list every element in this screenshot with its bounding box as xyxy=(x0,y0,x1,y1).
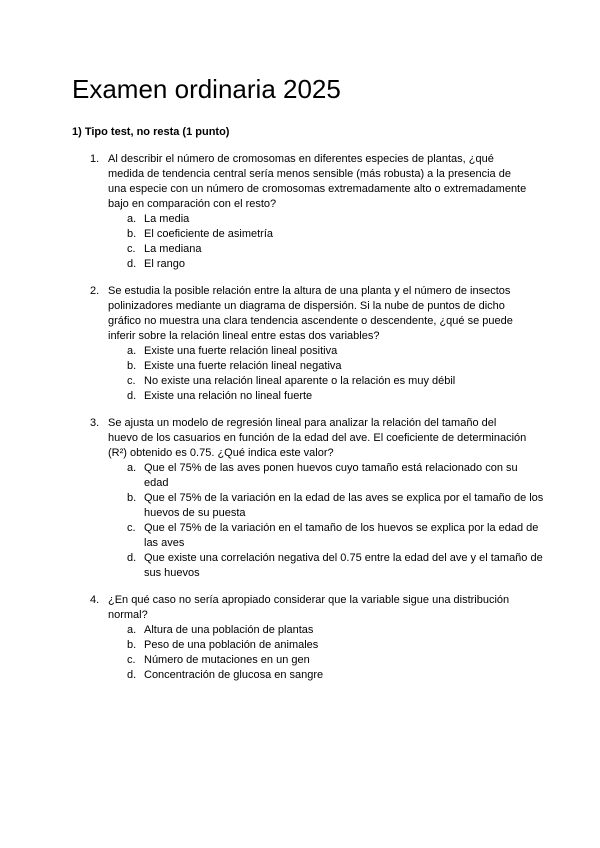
option-letter: b. xyxy=(127,492,137,504)
option-text: Que el 75% de las aves ponen huevos cuyo tamaño está relacionado con su edad xyxy=(144,462,518,489)
option-d xyxy=(127,257,544,272)
option-c xyxy=(127,521,544,551)
option-d xyxy=(127,551,544,581)
option-d xyxy=(127,668,544,683)
question-number: 4. xyxy=(90,594,100,606)
option-text: El coeficiente de asimetría xyxy=(144,228,274,240)
option-text: Altura de una población de plantas xyxy=(144,624,314,636)
question-number: 2. xyxy=(90,285,100,297)
option-text: Existe una fuerte relación lineal negativa xyxy=(144,360,342,372)
option-a xyxy=(127,461,544,491)
options-list xyxy=(127,461,544,581)
question-text: Se ajusta un modelo de regresión lineal para analizar la relación del tamaño del huevo de los casuarios en función de la edad del ave. El coeficiente de determinación (R²) obtenido es 0.75. ¿Qué indica este valor? xyxy=(108,417,527,459)
option-b xyxy=(127,359,544,374)
page-title: Examen ordinaria 2025 xyxy=(72,74,341,104)
option-letter: c. xyxy=(127,243,136,255)
option-letter: b. xyxy=(127,360,137,372)
question-number: 3. xyxy=(90,417,100,429)
option-letter: a. xyxy=(127,345,137,357)
option-text: La mediana xyxy=(144,243,202,255)
option-letter: d. xyxy=(127,390,137,402)
option-text: Existe una fuerte relación lineal positiva xyxy=(144,345,338,357)
option-b xyxy=(127,638,544,653)
option-text: Concentración de glucosa en sangre xyxy=(144,669,324,681)
option-letter: b. xyxy=(127,639,137,651)
option-letter: a. xyxy=(127,213,137,225)
option-letter: b. xyxy=(127,228,137,240)
option-b xyxy=(127,227,544,242)
option-letter: d. xyxy=(127,258,137,270)
question-number: 1. xyxy=(90,153,100,165)
question-text: Se estudia la posible relación entre la altura de una planta y el número de insectos polinizadores mediante un diagrama de dispersión. Si la nube de puntos de dicho gráfico no muestra una clara tendencia ascendente o descendente, ¿qué se puede inferir sobre la relación lineal entre estas dos variables? xyxy=(108,285,513,342)
options-list xyxy=(127,623,532,683)
option-text: La media xyxy=(144,213,190,225)
option-a xyxy=(127,623,544,638)
options-list xyxy=(127,344,532,404)
question-4 xyxy=(72,593,532,683)
option-text: El rango xyxy=(144,258,185,270)
option-text: Que el 75% de la variación en el tamaño de los huevos se explica por la edad de las aves xyxy=(144,522,539,549)
option-text: Número de mutaciones en un gen xyxy=(144,654,310,666)
question-1 xyxy=(72,152,532,272)
option-c xyxy=(127,374,544,389)
options-list xyxy=(127,212,532,272)
option-text: No existe una relación lineal aparente o la relación es muy débil xyxy=(144,375,456,387)
option-a xyxy=(127,344,544,359)
option-letter: d. xyxy=(127,669,137,681)
option-c xyxy=(127,242,544,257)
option-letter: c. xyxy=(127,522,136,534)
option-text: Que existe una correlación negativa del 0.75 entre la edad del ave y el tamaño de sus huevos xyxy=(144,552,543,579)
option-c xyxy=(127,653,544,668)
option-letter: a. xyxy=(127,624,137,636)
option-letter: d. xyxy=(127,552,137,564)
option-d xyxy=(127,389,544,404)
question-text: Al describir el número de cromosomas en diferentes especies de plantas, ¿qué medida de tendencia central sería menos sensible (más robusta) a la presencia de una especie con un número de cromosomas extremadamente alto o extremadamente bajo en comparación con el resto? xyxy=(108,153,527,210)
question-2 xyxy=(72,284,532,404)
option-text: Que el 75% de la variación en la edad de las aves se explica por el tamaño de los huevos de su puesta xyxy=(144,492,544,519)
option-text: Peso de una población de animales xyxy=(144,639,319,651)
section-heading: 1) Tipo test, no resta (1 punto) xyxy=(72,126,230,138)
option-b xyxy=(127,491,544,521)
option-text: Existe una relación no lineal fuerte xyxy=(144,390,313,402)
option-letter: a. xyxy=(127,462,137,474)
option-letter: c. xyxy=(127,375,136,387)
option-a xyxy=(127,212,544,227)
option-letter: c. xyxy=(127,654,136,666)
question-text: ¿En qué caso no sería apropiado considerar que la variable sigue una distribución normal? xyxy=(108,594,510,621)
question-3 xyxy=(72,416,544,581)
